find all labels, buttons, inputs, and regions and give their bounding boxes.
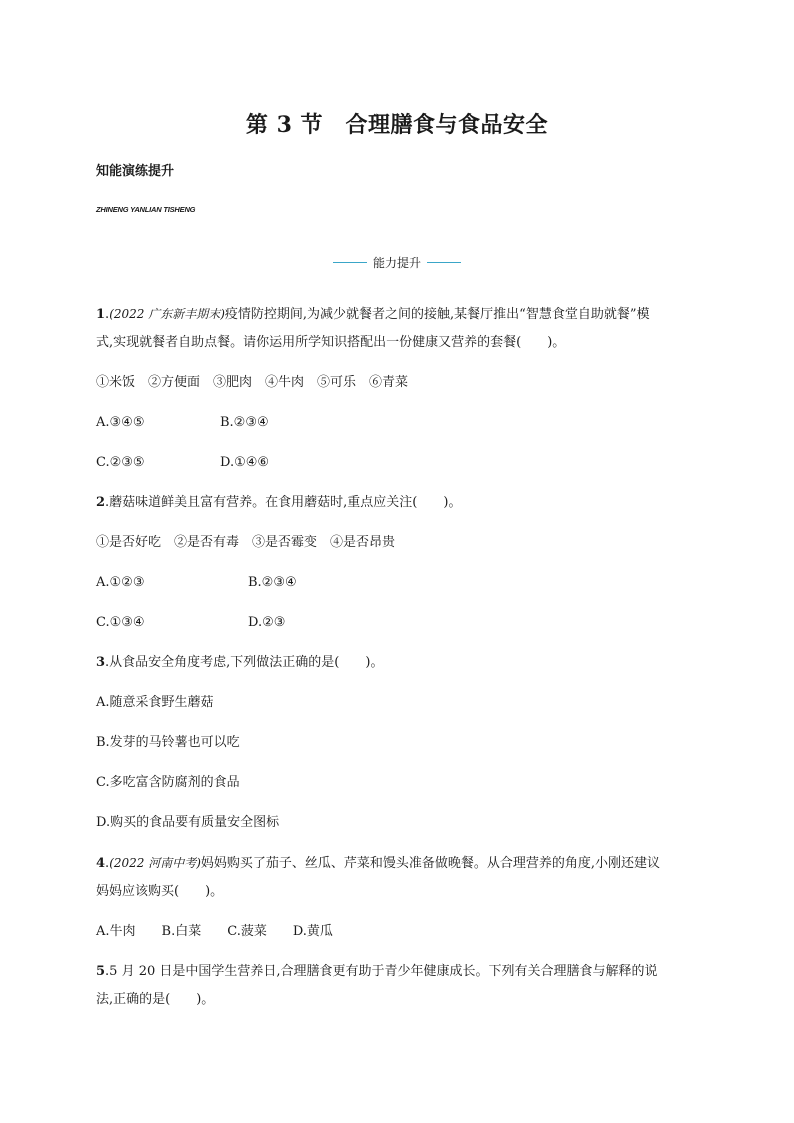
question-4: 4.(2022 河南中考)妈妈购买了茄子、丝瓜、芹菜和馒头准备做晚餐。从合理营养的角度,小刚还建议 — [96, 856, 661, 871]
question-number: 2 — [96, 495, 106, 510]
option-row — [96, 409, 700, 437]
question-text: .5 月 20 日是中国学生营养日,合理膳食更有助于青少年健康成长。下列有关合理膳食与解释的说 — [105, 964, 658, 979]
option-c: C.多吃富含防腐剂的食品 — [96, 775, 240, 790]
divider-line-right — [427, 262, 461, 263]
option-d: D.黄瓜 — [292, 924, 333, 939]
option-row — [96, 569, 700, 597]
section-divider — [0, 254, 794, 271]
question-text: .蘑菇味道鲜美且富有营养。在食用蘑菇时,重点应关注( )。 — [105, 495, 462, 510]
option-row — [96, 609, 700, 637]
question-items: ①米饭 ②方便面 ③肥肉 ④牛肉 ⑤可乐 ⑥青菜 — [96, 375, 409, 390]
option-row — [96, 918, 700, 946]
option-b: B.②③④ — [248, 575, 297, 590]
section-heading: 知能演练提升 — [96, 164, 175, 179]
option-d: D.②③ — [248, 615, 286, 630]
option-c: C.②③⑤ — [96, 455, 145, 470]
option-a: A.①②③ — [96, 575, 145, 590]
question-number: 3 — [96, 655, 106, 670]
option-d: D.购买的食品要有质量安全图标 — [96, 815, 280, 830]
question-source: (2022 河南中考) — [109, 856, 201, 870]
option-c: C.菠菜 — [227, 924, 267, 939]
question-1: 1.(2022 广东新丰期末)疫情防控期间,为减少就餐者之间的接触,某餐厅推出“智慧食堂自助就餐”模 — [96, 307, 650, 322]
question-text: 妈妈购买了茄子、丝瓜、芹菜和馒头准备做晚餐。从合理营养的角度,小刚还建议 — [200, 856, 661, 871]
option-b: B.白菜 — [161, 924, 202, 939]
page-title: 第 3 节 合理膳食与食品安全 — [245, 112, 549, 138]
question-number: 1 — [96, 307, 106, 322]
question-text-continued: 妈妈应该购买( )。 — [96, 884, 224, 899]
question-text: .从食品安全角度考虑,下列做法正确的是( )。 — [105, 655, 384, 670]
question-text-continued: 式,实现就餐者自助点餐。请你运用所学知识搭配出一份健康又营养的套餐( )。 — [96, 335, 566, 350]
section-subtitle: ZHINENG YANLIAN TISHENG — [96, 205, 196, 214]
question-number: 4 — [96, 856, 106, 871]
question-2 — [96, 489, 700, 517]
question-text: 疫情防控期间,为减少就餐者之间的接触,某餐厅推出“智慧食堂自助就餐”模 — [224, 307, 650, 322]
divider-label: 能力提升 — [372, 256, 421, 270]
option-c: C.①③④ — [96, 615, 145, 630]
question-list — [96, 300, 700, 1014]
option-a: A.③④⑤ — [96, 415, 145, 430]
question-3 — [96, 649, 700, 677]
option-row — [96, 449, 700, 477]
option-b: B.发芽的马铃薯也可以吃 — [96, 735, 240, 750]
option-a: A.随意采食野生蘑菇 — [96, 695, 214, 710]
option-b: B.②③④ — [220, 415, 269, 430]
option-d: D.①④⑥ — [220, 455, 270, 470]
question-items: ①是否好吃 ②是否有毒 ③是否霉变 ④是否昂贵 — [96, 535, 396, 550]
question-source: (2022 广东新丰期末) — [109, 307, 225, 321]
divider-line-left — [333, 262, 367, 263]
question-number: 5 — [96, 964, 106, 979]
option-a: A.牛肉 — [96, 924, 136, 939]
question-text-continued: 法,正确的是( )。 — [96, 992, 215, 1007]
question-5 — [96, 958, 700, 986]
